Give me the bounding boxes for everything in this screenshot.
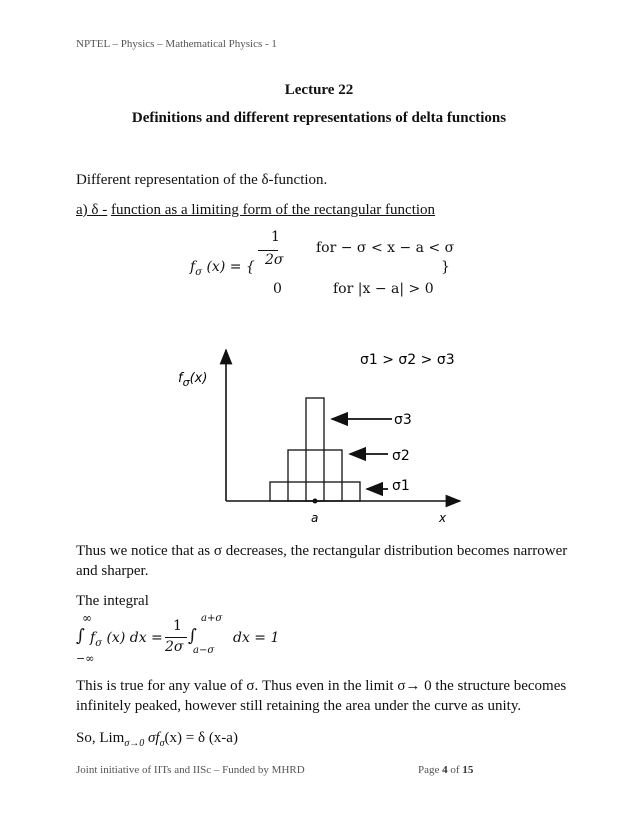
eq2-lower2: a−σ (193, 645, 215, 656)
limit-mid: σf (144, 730, 160, 746)
footer-of: of (447, 764, 463, 776)
limit-sub: σ→0 (124, 738, 145, 749)
rect-sigma2 (288, 450, 342, 501)
sigma1-label: σ1 (392, 478, 410, 494)
footer-left: Joint initiative of IITs and IISc – Funded by MHRD (76, 764, 305, 776)
para1-line2: and sharper. (76, 563, 149, 579)
subsection-a-label: a) δ - (76, 202, 108, 218)
eq1-arg: (x) = { (206, 259, 255, 275)
footer-page-number: 4 (442, 764, 448, 776)
y-axis-label: $f_\sigma(x)$ (178, 371, 208, 389)
eq2-int: ∫ (76, 626, 85, 646)
rect-sigma1 (270, 482, 360, 501)
footer-page-prefix: Page (418, 764, 443, 776)
eq2-sub: σ (95, 637, 103, 649)
page-header: NPTEL – Physics – Mathematical Physics - 1 (76, 38, 277, 50)
eq1-lhs (190, 259, 255, 278)
eq2-lower: −∞ (76, 652, 95, 665)
lecture-subtitle: Definitions and different representations of delta functions (131, 110, 507, 126)
eq2-frac-num: 1 (173, 618, 182, 634)
subsection-a (76, 202, 435, 219)
eq2-frac-den: 2σ (165, 639, 184, 655)
limit-prefix: So, Lim (76, 730, 125, 746)
sigma3-label: σ3 (394, 412, 412, 428)
sigma2-label: σ2 (392, 448, 410, 464)
para2-line2: infinitely peaked, however still retaining the area under the curve as unity. (76, 698, 522, 714)
eq2-int2: ∫ (188, 626, 197, 646)
lecture-title: Lecture 22 (284, 82, 354, 98)
eq2-frac-bar (165, 637, 187, 638)
sigma-relation: σ1 > σ2 > σ3 (360, 352, 455, 368)
footer-page (418, 764, 473, 776)
eq1-frac-bar (258, 250, 278, 251)
section-intro: Different representation of the δ-function. (76, 172, 328, 188)
point-a (313, 499, 318, 504)
eq1-frac-num: 1 (271, 229, 280, 245)
eq2-rhs: dx = 1 (233, 630, 280, 646)
eq1-brace-close: } (441, 259, 450, 275)
para1-line1: Thus we notice that as σ decreases, the rectangular distribution becomes narrower (76, 543, 568, 559)
eq1-sub: σ (195, 266, 203, 278)
eq2-body (90, 630, 163, 649)
eq1-cond2: for |x − a| > 0 (333, 281, 434, 297)
limit-statement (76, 730, 238, 749)
integral-intro: The integral (76, 593, 149, 609)
eq1-frac-den: 2σ (265, 252, 284, 268)
eq2-upper2: a+σ (201, 613, 223, 624)
limit-rest: (x) = δ (x-a) (164, 730, 238, 746)
x-axis-label: x (439, 511, 447, 525)
limit-mid-sub: σ (159, 738, 165, 749)
eq1-f: f (190, 259, 196, 275)
para2-line1: This is true for any value of σ. Thus even in the limit σ→ 0 the structure becomes (76, 678, 567, 694)
eq1-cond1: for − σ < x − a < σ (316, 240, 455, 256)
subsection-a-text: function as a limiting form of the rectangular function (110, 202, 436, 218)
eq1-zero: 0 (273, 281, 282, 297)
eq2-arg: (x) dx = (106, 630, 163, 646)
rectangular-function-figure (160, 340, 490, 530)
a-label: a (311, 511, 319, 525)
eq2-upper: ∞ (82, 611, 92, 625)
footer-page-total: 15 (462, 764, 474, 776)
eq2-f: f (90, 630, 96, 646)
